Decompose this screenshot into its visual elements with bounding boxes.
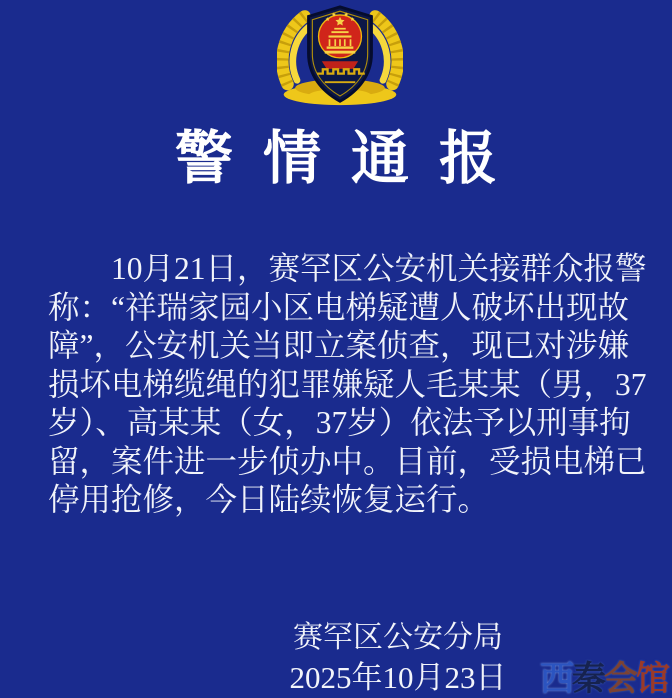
watermark-char: 西 bbox=[540, 660, 572, 698]
watermark-logo bbox=[540, 662, 668, 696]
watermark-char: 秦 bbox=[572, 660, 604, 698]
watermark-char: 馆 bbox=[636, 660, 668, 698]
body-line: 障”，公安机关当即立案侦查，现已对涉嫌 bbox=[48, 328, 629, 363]
title-row bbox=[0, 128, 672, 190]
police-badge-icon bbox=[277, 4, 403, 107]
notice-title: 警情通报 bbox=[174, 126, 527, 191]
watermark-char: 会 bbox=[604, 660, 636, 698]
ribbon bbox=[322, 61, 358, 69]
body-line: 10月21日，赛罕区公安机关接群众报警 bbox=[111, 251, 647, 286]
notice-body bbox=[0, 250, 672, 520]
body-line: 称：“祥瑞家园小区电梯疑遭人破坏出现故 bbox=[48, 289, 629, 325]
body-line: 岁）、高某某（女，37岁）依法予以刑事拘 bbox=[48, 405, 631, 440]
issue-date: 2025年10月23日 bbox=[289, 660, 507, 695]
issuing-agency: 赛罕区公安分局 bbox=[293, 621, 503, 654]
body-line: 损坏电梯缆绳的犯罪嫌疑人毛某某（男，37 bbox=[48, 366, 647, 402]
body-line: 停用抢修，今日陆续恢复运行。 bbox=[48, 482, 490, 517]
emblem-container bbox=[0, 0, 672, 107]
body-line: 留，案件进一步侦办中。目前，受损电梯已 bbox=[48, 443, 647, 479]
